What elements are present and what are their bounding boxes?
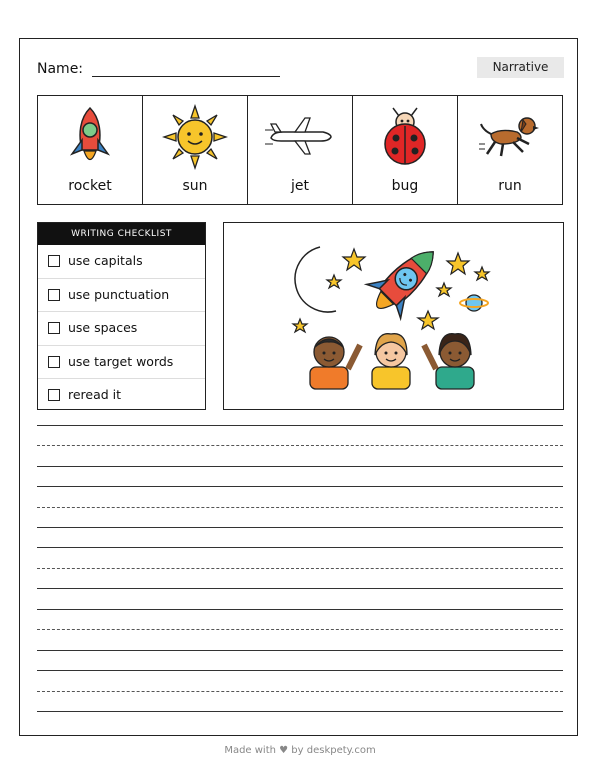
checklist-title: WRITING CHECKLIST <box>38 223 205 245</box>
vocab-card-rocket <box>38 96 143 204</box>
writing-line-solid <box>37 711 563 712</box>
vocab-card-bug <box>353 96 458 204</box>
running-dog-icon <box>477 104 543 170</box>
checkbox[interactable] <box>48 255 60 267</box>
writing-line-dashed <box>37 507 563 508</box>
writing-line-solid <box>37 670 563 671</box>
checklist-item-label: use capitals <box>68 253 143 268</box>
jet-icon <box>265 104 335 170</box>
checklist-item[interactable] <box>38 346 205 380</box>
writing-line-solid <box>37 527 563 528</box>
checklist-item-label: use target words <box>68 353 174 369</box>
footer-credit: Made with ♥ by deskpety.com <box>224 745 376 756</box>
checklist-item-label: reread it <box>68 387 122 402</box>
writing-line-solid <box>37 650 563 651</box>
genre-tag: Narrative <box>477 57 564 78</box>
writing-line-solid <box>37 425 563 426</box>
name-label: Name: <box>37 61 84 77</box>
vocab-word: sun <box>182 178 208 194</box>
vocab-card-jet <box>248 96 353 204</box>
ladybug-icon <box>375 104 435 170</box>
name-field[interactable] <box>92 76 280 77</box>
writing-line-dashed <box>37 568 563 569</box>
space-scene-illustration <box>224 223 562 408</box>
writing-line-dashed <box>37 691 563 692</box>
checklist-item-label: use spaces <box>68 320 138 335</box>
vocab-word: rocket <box>68 178 112 194</box>
writing-line-dashed <box>37 445 563 446</box>
vocab-word: run <box>498 178 522 194</box>
checklist-item-label: use punctuation <box>68 286 170 302</box>
checklist-item[interactable] <box>38 312 205 346</box>
writing-checklist <box>37 222 206 410</box>
vocab-word: jet <box>291 178 309 194</box>
checkbox[interactable] <box>48 356 60 368</box>
checklist-item[interactable] <box>38 245 205 279</box>
vocab-card-run <box>458 96 562 204</box>
writing-line-solid <box>37 466 563 467</box>
checkbox[interactable] <box>48 322 60 334</box>
writing-line-solid <box>37 486 563 487</box>
checkbox[interactable] <box>48 389 60 401</box>
checkbox[interactable] <box>48 289 60 301</box>
worksheet <box>19 38 578 736</box>
checklist-item[interactable] <box>38 279 205 313</box>
writing-line-solid <box>37 588 563 589</box>
picture-prompt <box>223 222 564 410</box>
vocab-card-sun <box>143 96 248 204</box>
writing-line-solid <box>37 547 563 548</box>
vocabulary-row <box>37 95 563 205</box>
writing-line-dashed <box>37 629 563 630</box>
sun-icon <box>162 104 228 170</box>
checklist-item[interactable] <box>38 379 205 412</box>
writing-line-solid <box>37 609 563 610</box>
vocab-word: bug <box>391 178 419 194</box>
rocket-icon <box>60 104 120 170</box>
